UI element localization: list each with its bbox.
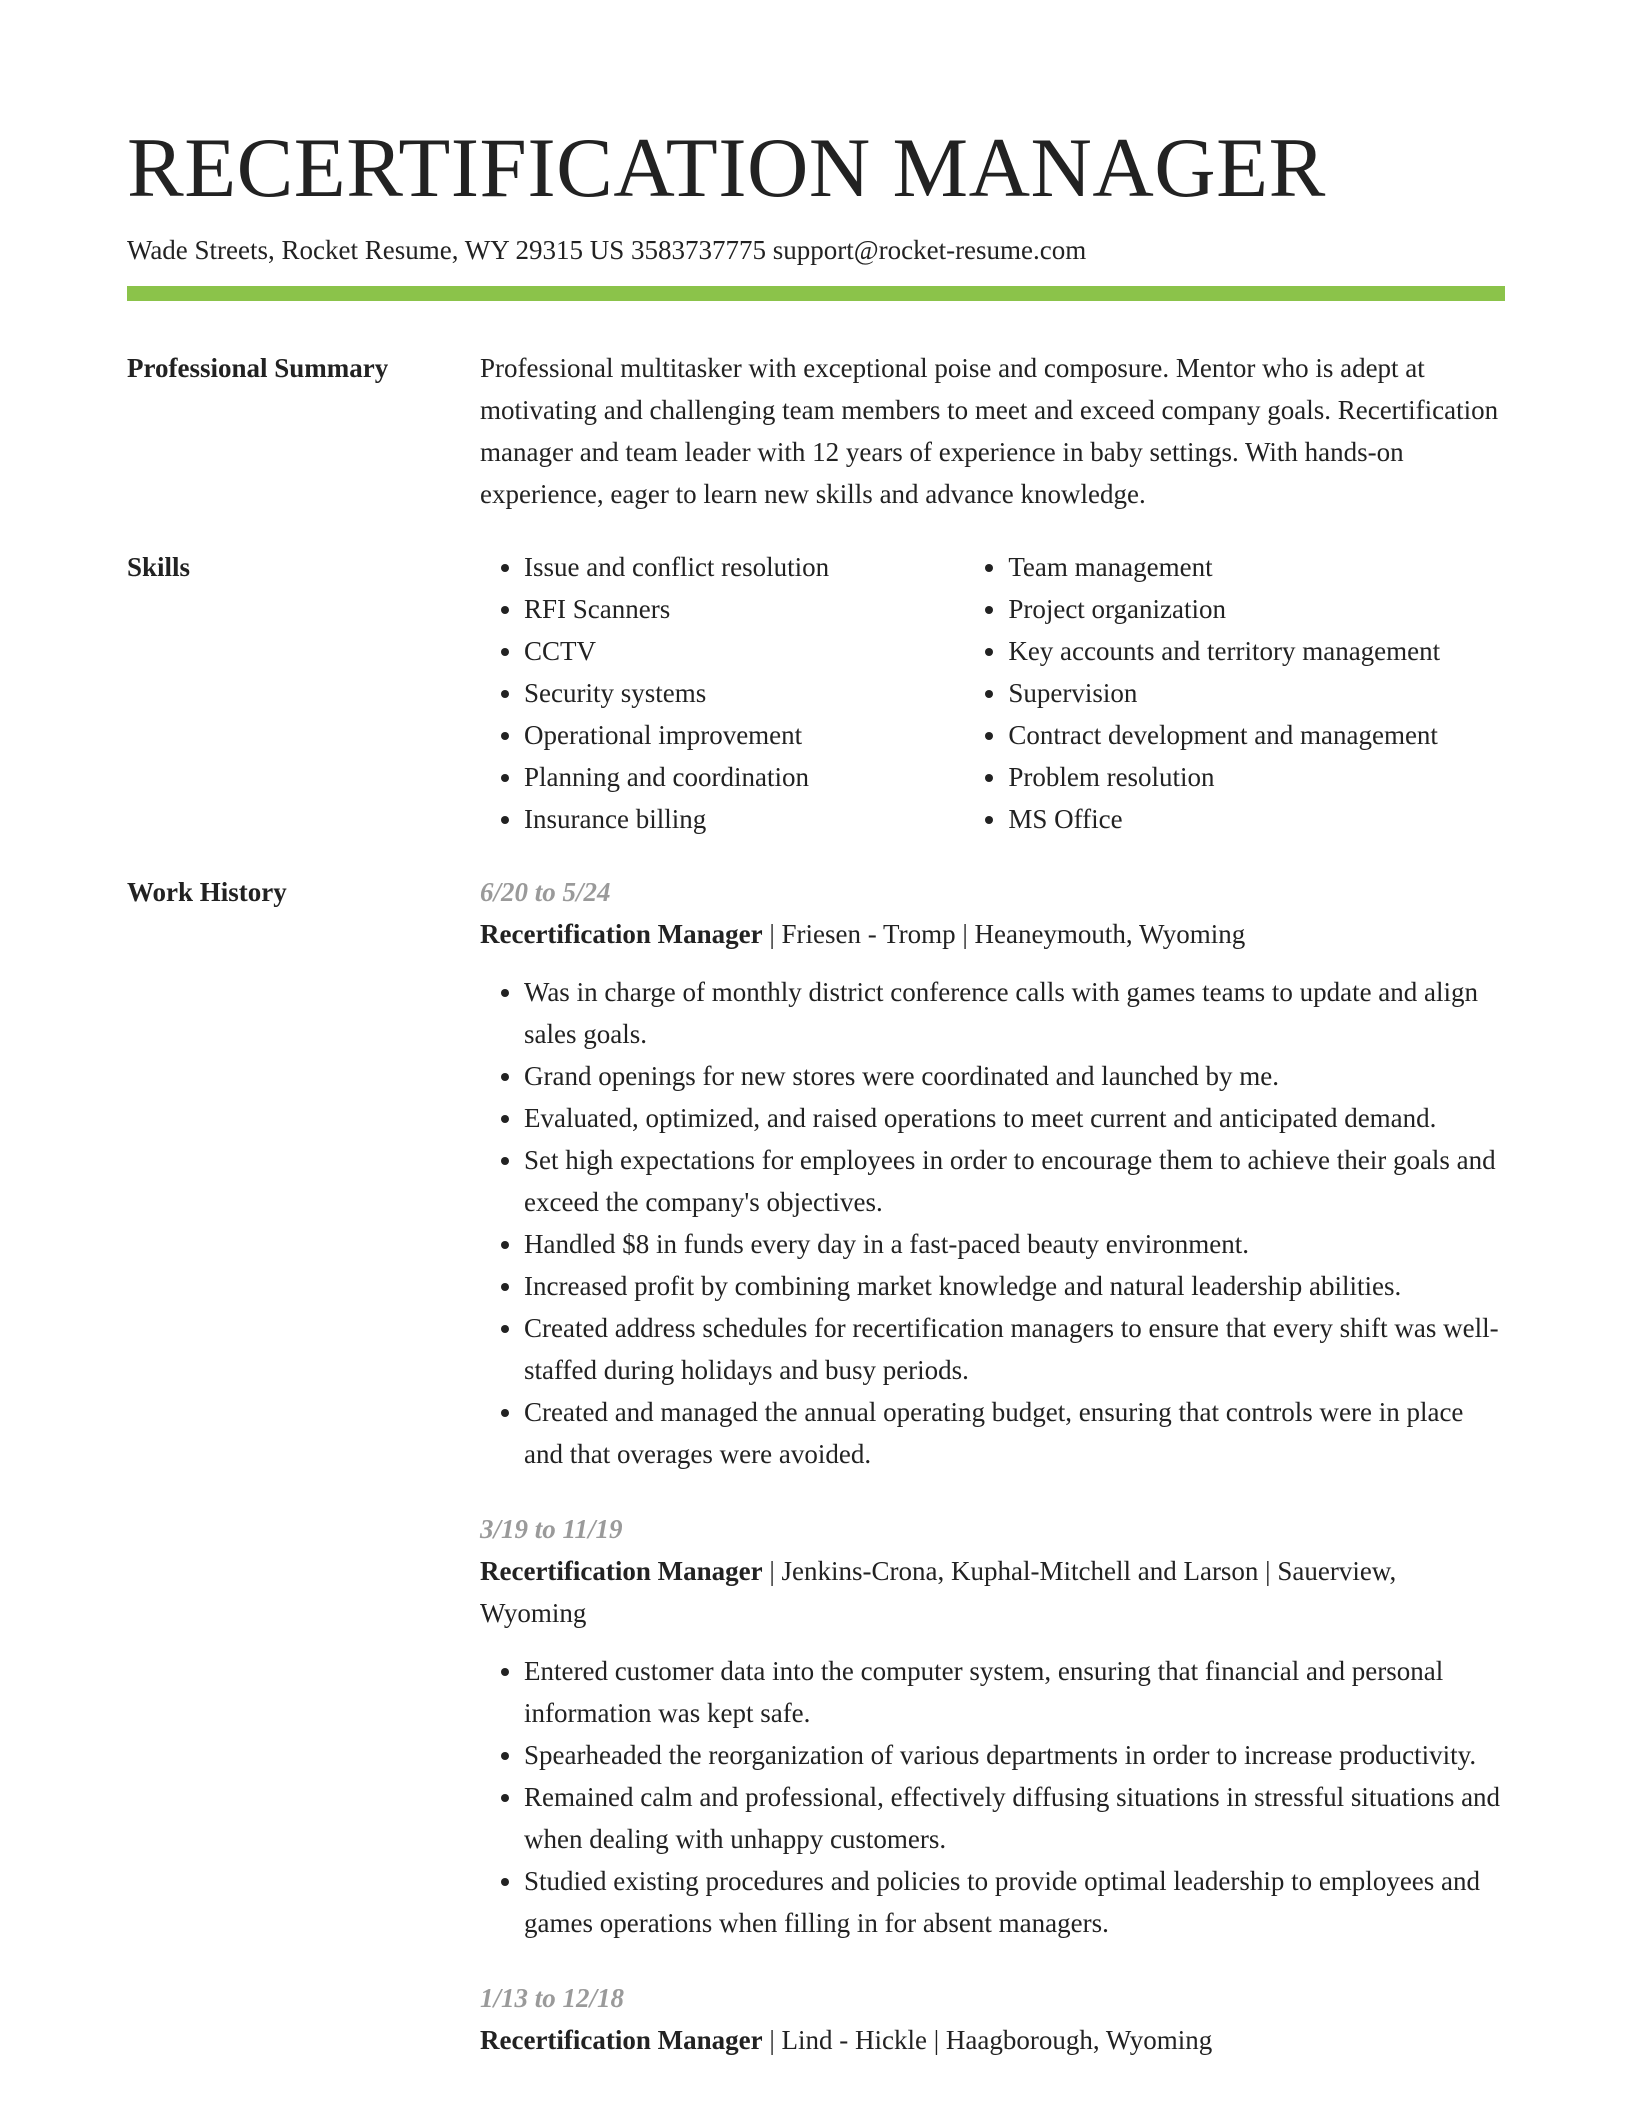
skill-item: • Contract development and management [1008,714,1505,756]
job-title: Recertification Manager [480,1556,763,1586]
job-bullet: • Set high expectations for employees in order to encourage them to achieve their goals and exceed the company's objectives. [524,1139,1505,1223]
contact-email: support@rocket-resume.com [772,235,1087,265]
job-bullet: • Increased profit by combining market knowledge and natural leadership abilities. [524,1265,1505,1307]
header-divider [127,286,1505,301]
skill-item: • Planning and coordination [524,756,964,798]
job-date: 1/13 to 12/18 [480,1983,625,2013]
job-bullet: • Grand openings for new stores were coordinated and launched by me. [524,1055,1505,1097]
skills-columns [480,546,1505,840]
skill-item: • Operational improvement [524,714,964,756]
job-title-line [480,1550,1505,1634]
job-title: Recertification Manager [480,2025,763,2055]
job-bullet: • Spearheaded the reorganization of various departments in order to increase productivity. [524,1734,1505,1776]
job-details: | Lind - Hickle | Haagborough, Wyoming [762,2025,1213,2055]
skills-list-right [964,546,1505,840]
skill-item: • Insurance billing [524,798,964,840]
contact-phone: 3583737775 [631,235,766,265]
skill-item: • MS Office [1008,798,1505,840]
job-details: | Jenkins-Crona, Kuphal-Mitchell and Larson | Sauerview, Wyoming [480,1556,1397,1628]
contact-address: Wade Streets, Rocket Resume, WY 29315 US [127,235,625,265]
skills-label: Skills [127,552,191,582]
job-bullet: • Evaluated, optimized, and raised operations to meet current and anticipated demand. [524,1097,1505,1139]
job-bullet: • Created and managed the annual operating budget, ensuring that controls were in place and that overages were avoided. [524,1391,1505,1475]
work-history-label: Work History [127,877,287,907]
skill-item: • Problem resolution [1008,756,1505,798]
skill-item: • Supervision [1008,672,1505,714]
job-title-line [480,2019,1505,2061]
job-bullet: • Entered customer data into the computer system, ensuring that financial and personal information was kept safe. [524,1650,1505,1734]
job-bullet-list [480,1650,1505,1944]
job-bullet-list [480,971,1505,1475]
job-entry [480,871,1505,1475]
job-entry [480,1977,1505,2061]
summary-body [480,347,1505,515]
job-bullet: • Remained calm and professional, effectively diffusing situations in stressful situations and when dealing with unhappy customers. [524,1776,1505,1860]
skill-item: • Issue and conflict resolution [524,546,964,588]
contact-line [127,230,1086,270]
skill-item: • RFI Scanners [524,588,964,630]
summary-label: Professional Summary [127,353,389,383]
work-history-body [480,871,1505,2094]
job-bullet: • Created address schedules for recertification managers to ensure that every shift was well-staffed during holidays and busy periods. [524,1307,1505,1391]
job-title-line [480,913,1505,955]
skill-item: • Team management [1008,546,1505,588]
job-date: 6/20 to 5/24 [480,877,611,907]
skills-list-left [480,546,964,840]
job-entry [480,1508,1505,1944]
job-bullet: • Handled $8 in funds every day in a fast-paced beauty environment. [524,1223,1505,1265]
skills-body [480,546,1505,840]
skill-item: • Security systems [524,672,964,714]
resume-name-heading: RECERTIFICATION MANAGER [127,121,1326,215]
skill-item: • Project organization [1008,588,1505,630]
skill-item: • CCTV [524,630,964,672]
job-details: | Friesen - Tromp | Heaneymouth, Wyoming [762,919,1246,949]
job-bullet: • Was in charge of monthly district conference calls with games teams to update and align sales goals. [524,971,1505,1055]
job-title: Recertification Manager [480,919,763,949]
skill-item: • Key accounts and territory management [1008,630,1505,672]
job-date: 3/19 to 11/19 [480,1514,623,1544]
job-bullet: • Studied existing procedures and policies to provide optimal leadership to employees and games operations when filling in for absent managers. [524,1860,1505,1944]
summary-text: Professional multitasker with exceptional poise and composure. Mentor who is adept at motivating and challenging team members to meet and exceed company goals. Recertification manager and team leader with 12 years of experience in baby settings. With hands-on experience, eager to learn new skills and advance knowledge. [480,353,1499,509]
